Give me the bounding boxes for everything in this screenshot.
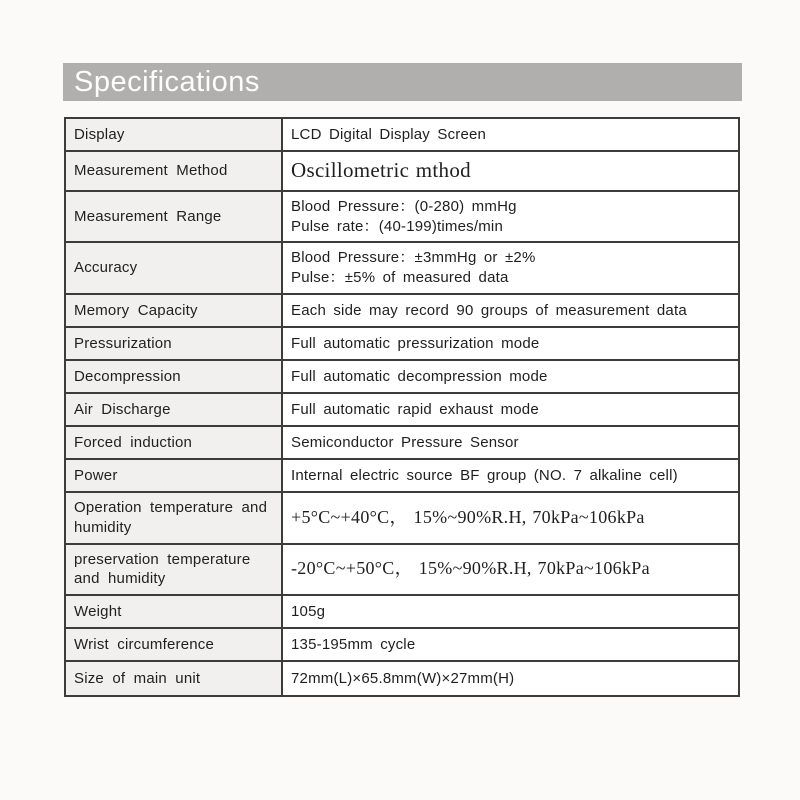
spec-label: Memory Capacity [66,295,283,326]
table-row [66,493,738,545]
spec-value [283,596,738,627]
table-row [66,243,738,295]
table-row [66,545,738,597]
spec-value-line: LCD Digital Display Screen [291,125,487,143]
spec-value-line: Internal electric source BF group (NO. 7 alkaline cell) [291,466,678,484]
specifications-header [63,63,742,101]
table-row [66,596,738,629]
spec-label: Pressurization [66,328,283,359]
spec-value [283,192,738,242]
spec-value-line: Semiconductor Pressure Sensor [291,433,519,451]
spec-value-line: 105g [291,602,326,620]
spec-value [283,328,738,359]
spec-label: Size of main unit [66,662,283,695]
specifications-table [64,117,740,697]
spec-label: Forced induction [66,427,283,458]
spec-value [283,427,738,458]
spec-value [283,394,738,425]
spec-label: Operation temperature and humidity [66,493,283,543]
spec-label: Measurement Range [66,192,283,242]
table-row [66,152,738,192]
spec-value [283,662,738,695]
table-row [66,662,738,695]
spec-value-line: -20°C~+50°C， 15%~90%R.H, 70kPa~106kPa [291,558,650,579]
spec-value-line: 72mm(L)×65.8mm(W)×27mm(H) [291,669,515,687]
spec-value [283,629,738,660]
table-row [66,394,738,427]
spec-value [283,119,738,150]
spec-value [283,361,738,392]
table-row [66,119,738,152]
table-row [66,361,738,394]
spec-value-line: +5°C~+40°C， 15%~90%R.H, 70kPa~106kPa [291,506,645,527]
spec-label: Display [66,119,283,150]
table-row [66,427,738,460]
table-row [66,192,738,244]
spec-value [283,243,738,293]
spec-value-line: Pulse rate：(40-199)times/min [291,217,504,235]
spec-label: Weight [66,596,283,627]
table-row [66,629,738,662]
spec-value-line: Pulse：±5% of measured data [291,269,509,287]
table-row [66,295,738,328]
spec-label: Measurement Method [66,152,283,190]
spec-value [283,152,738,190]
spec-value-line: Full automatic rapid exhaust mode [291,400,539,418]
page-title: Specifications [74,65,260,98]
spec-value-line: Full automatic pressurization mode [291,334,540,352]
spec-value-line: Full automatic decompression mode [291,367,548,385]
spec-label: Power [66,460,283,491]
spec-value [283,493,738,543]
spec-value-line: Oscillometric mthod [291,158,471,182]
table-row [66,328,738,361]
table-row [66,460,738,493]
spec-value-line: Blood Pressure：(0-280) mmHg [291,197,517,215]
spec-value-line: Blood Pressure：±3mmHg or ±2% [291,249,536,267]
spec-value [283,295,738,326]
spec-value-line: Each side may record 90 groups of measurement data [291,301,687,319]
spec-value-line: 135-195mm cycle [291,635,416,653]
spec-label: preservation temperature and humidity [66,545,283,595]
spec-value [283,460,738,491]
spec-label: Decompression [66,361,283,392]
spec-label: Wrist circumference [66,629,283,660]
spec-value [283,545,738,595]
spec-label: Air Discharge [66,394,283,425]
spec-label: Accuracy [66,243,283,293]
